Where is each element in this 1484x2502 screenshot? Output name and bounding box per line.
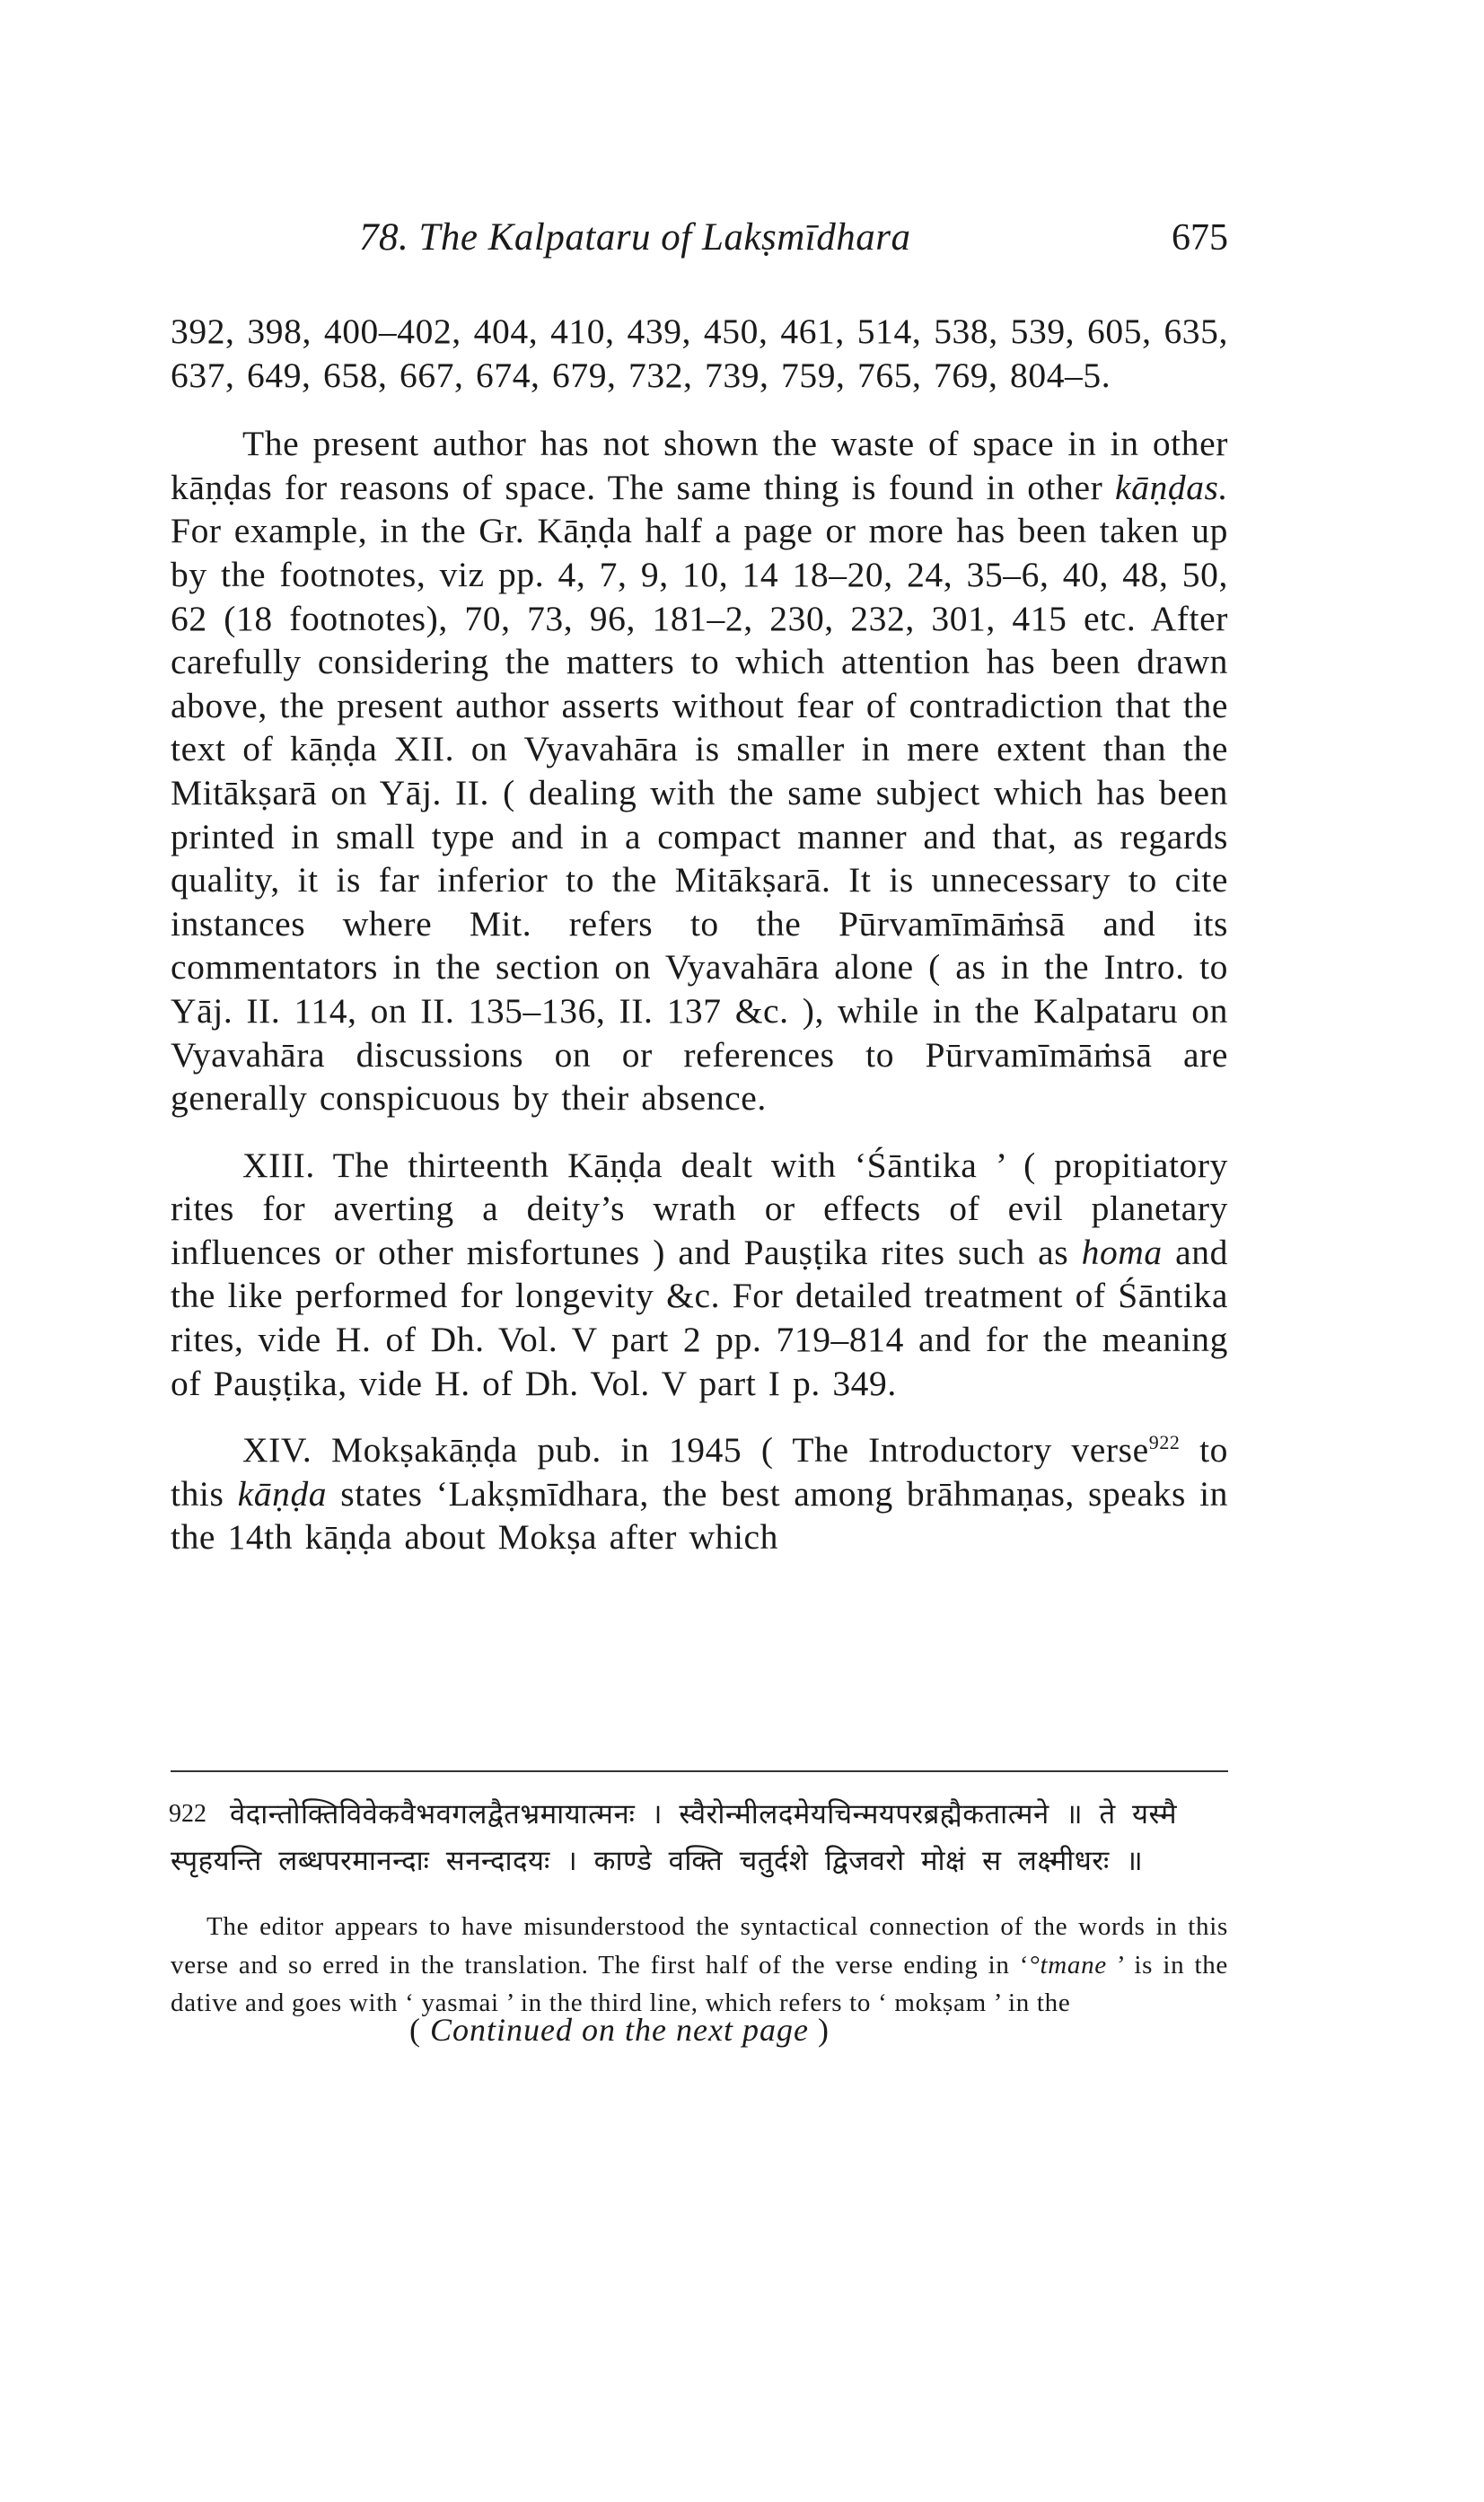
continued-text: Continued on the next page [430,2012,809,2048]
running-title: 78. The Kalpataru of Lakṣmīdhara [359,216,911,259]
italic-term: homa [1081,1232,1163,1272]
footnote-922 [171,1791,1228,2023]
page-reference-list: 392, 398, 400–402, 404, 410, 439, 450, 461, 514, 538, 539, 605, 635, 637, 649, 658, 667, 674, 679, 732, 739, 759, 765, 769, 804–5. [171,312,1228,395]
footnote-english-note [171,1908,1228,2023]
sanskrit-verse-text: वेदान्तोक्तिविवेकवैभवगलद्वैतभ्रमायात्मनः । स्वैरोन्मीलदमेयचिन्मयपरब्रह्मैकतात्मने ॥ ते यस्मै स्पृहयन्ति लब्धपरमानन्दाः सनन्दादयः । काण्डे वक्ति चतुर्दशे द्विजवरो मोक्षं स लक्ष्मीधरः ॥ [171,1798,1178,1877]
italic-term: kāṇḍa [237,1473,328,1514]
italic-term: °tmane [1029,1950,1107,1980]
footnote-text: The editor appears to have misunderstood the syntactical connection of the words in this verse and so erred in the translation. The first half of the verse ending in ‘ [171,1912,1228,1980]
italic-term: kāṇḍas. [1115,467,1228,507]
continued-note [171,2011,1068,2049]
paragraph-kanda-xiii [171,1144,1228,1406]
continued-close-paren: ) [808,2012,830,2048]
paragraph-text: and the like performed for longevity &c. For detailed treatment of Śāntika rites, vide H. of Dh. Vol. V part 2 pp. 719–814 and for the meaning of Pauṣṭika, vide H. of Dh. Vol. V part I p. 349. [171,1232,1229,1403]
running-head [359,211,1257,265]
footnote-sanskrit-verse [171,1791,1228,1884]
paragraph-text: The present author has not shown the waste of space in in other kāṇḍas for reasons of space. The same thing is found in other [171,424,1228,507]
paragraph-waste-of-space [171,422,1228,1120]
paragraph-text: For example, in the Gr. Kāṇḍa half a page or more has been taken up by the footnotes, viz pp. 4, 7, 9, 10, 14 18–20, 24, 35–6, 40, 48, 50, 62 (18 footnotes), 70, 73, 96, 181–2, 230, 232, 301, 415 etc. After carefully considering the matters to which attention has been drawn above, the present author asserts without fear of contradiction that the text of kāṇḍa XII. on Vyavahāra is smaller in mere extent than the Mitākṣarā on Yāj. II. ( dealing with the same subject which has been printed in small type and in a compact manner and that, as regards quality, it is far inferior to the Mitākṣarā. It is unnecessary to cite instances where Mit. refers to the Pūrvamīmāṁsā and its commentators in the section on Vyavahāra alone ( as in the Intro. to Yāj. II. 114, on II. 135–136, II. 137 &c. ), while in the Kalpataru on Vyavahāra discussions on or references to Pūrvamīmāṁsā are generally conspicuous by their absence. [171,511,1228,1119]
paragraph-text: XIV. Mokṣakāṇḍa pub. in 1945 ( The Introductory verse [242,1430,1149,1470]
footnote-number: 922 [169,1800,206,1828]
footnote-text: ’ is in the dative and goes with ‘ yasmai ’ in the third line, which refers to ‘ mokṣam ’ in the [171,1950,1229,2017]
main-text [171,310,1228,1559]
footnote-reference[interactable]: 922 [1148,1431,1181,1454]
footnote-divider [171,1770,1228,1772]
paragraph-text: to this [171,1430,1229,1514]
paragraph-text: states ‘Lakṣmīdhara, the best among brāhmaṇas, speaks in the 14th kāṇḍa about Mokṣa after which [171,1473,1228,1558]
page-number: 675 [1172,217,1228,259]
paragraph-text: XIII. The thirteenth Kāṇḍa dealt with ‘Śāntika ’ ( propitiatory rites for averting a deity’s wrath or effects of evil planetary influences or other misfortunes ) and Pauṣṭika rites such as [171,1145,1228,1272]
continued-open-paren: ( [409,2012,431,2048]
paragraph-kanda-xiv [171,1428,1228,1559]
